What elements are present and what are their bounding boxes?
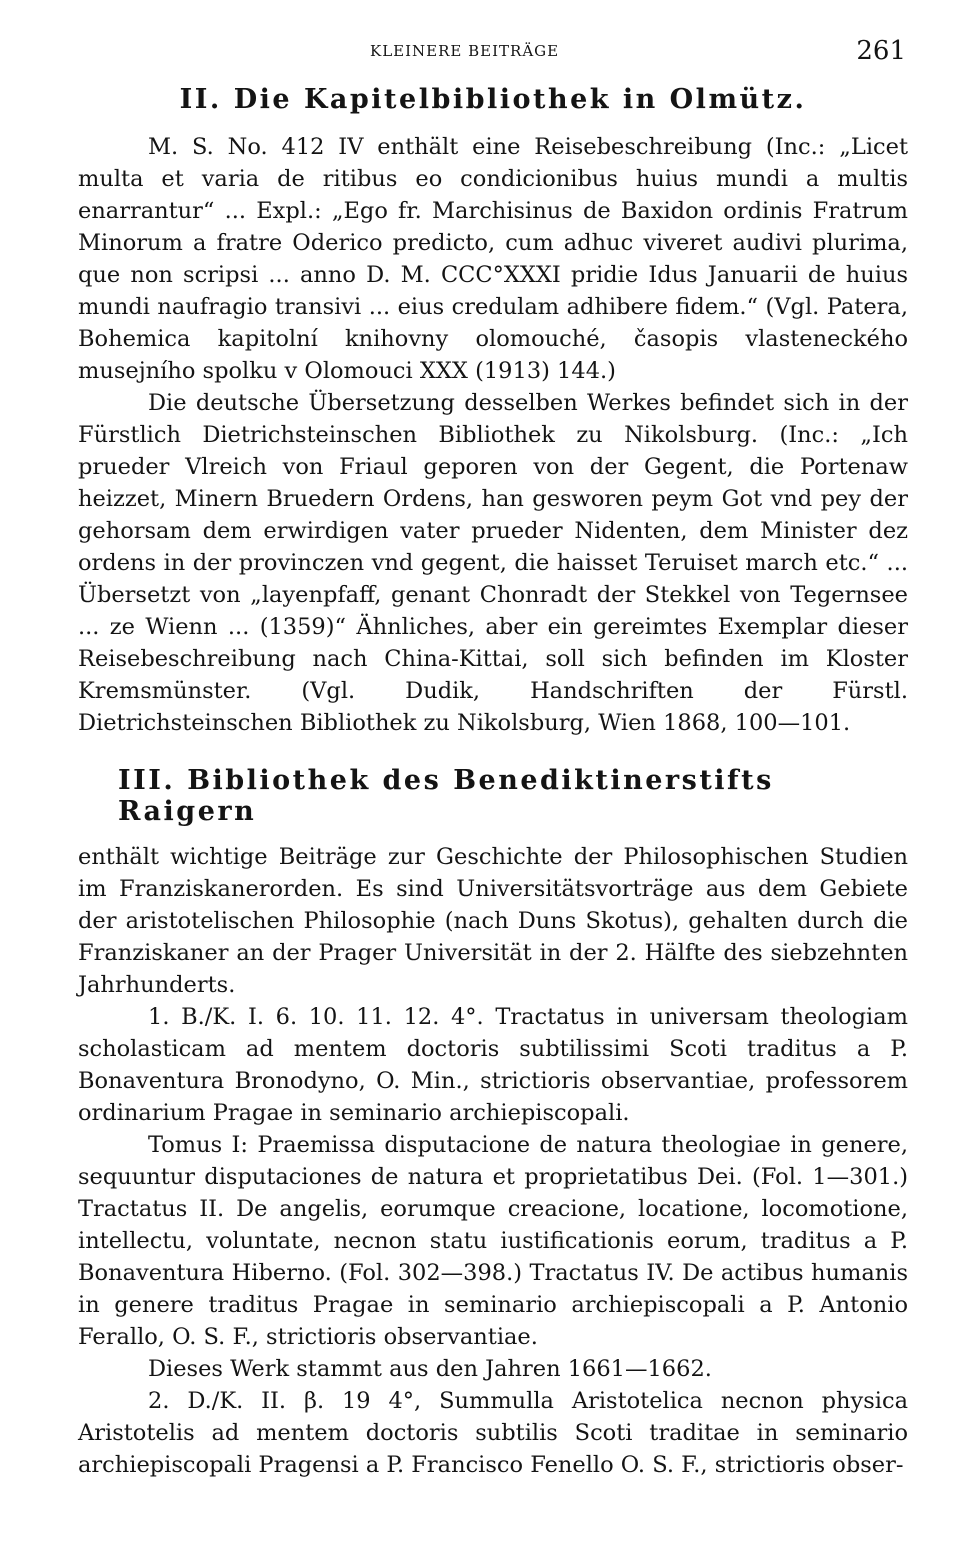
paragraph: enthält wichtige Beiträge zur Geschichte der Philosophischen Studien im Franziskanerorden. Es sind Universitätsvorträge aus dem Gebiete der aristotelischen Philosophie (nach Duns Skotus), gehalten durch die Franziskaner an der Prager Universität in der 2. Hälfte des siebzehnten Jahrhunderts. [78, 844, 908, 998]
paragraph: Tomus I: Praemissa disputacione de natura theologiae in genere, sequuntur disputaciones de natura et proprietatibus Dei. (Fol. 1—301.) Tractatus II. De angelis, eorumque creacione, locatione, locomotione, intellectu, voluntate, necnon statu iustificationis eorum, traditus a P. Bonaventura Hiberno. (Fol. 302—398.) Tractatus IV. De actibus humanis in genere traditus Pragae in seminario archiepiscopali a P. Antonio Ferallo, O. S. F., strictioris observantiae. [78, 1132, 908, 1350]
page-number: 261 [856, 36, 906, 66]
paragraph: 1. B./K. I. 6. 10. 11. 12. 4°. Tractatus in universam theologiam scholasticam ad mentem doctoris subtilissimi Scoti traditus a P. Bonaventura Bronodyno, O. Min., strictioris observantiae, professorem ordinarium Pragae in seminario archiepiscopali. [78, 1004, 908, 1126]
running-head [78, 36, 908, 84]
section-heading-3: III. Bibliothek des Benediktinerstifts Raigern [118, 765, 774, 827]
section-heading-2: II. Die Kapitelbibliothek in Olmütz. [179, 84, 807, 115]
paragraph: 2. D./K. II. β. 19 4°, Summulla Aristotelica necnon physica Aristotelis ad mentem doctoris subtilis Scoti traditae in seminario archiepiscopali Pragensi a P. Francisco Fenello O. S. F., strictioris obser- [78, 1388, 908, 1478]
paragraph: M. S. No. 412 IV enthält eine Reisebeschreibung (Inc.: „Licet multa et varia de ritibus eo condicionibus huius mundi a multis enarrantur“ ... Expl.: „Ego fr. Marchisinus de Baxidon ordinis Fratrum Minorum a fratre Oderico predicto, cum adhuc viveret audivi plurima, que non scripsi ... anno D. M. CCC°XXXI pridie Idus Januarii de huius mundi naufragio transivi ... eius credulam adhibere fidem.“ (Vgl. Patera, Bohemica kapitolní knihovny olomouché, časopis vlasteneckého musejního spolku v Olomouci XXX (1913) 144.) [78, 134, 908, 384]
paragraph: Die deutsche Übersetzung desselben Werkes befindet sich in der Fürstlich Dietrichsteinschen Bibliothek zu Nikolsburg. (Inc.: „Ich prueder Vlreich von Friaul geporen von der Gegent, die Portenaw heizzet, Minern Bruedern Ordens, han gesworen peym Got vnd pey der gehorsam dem erwirdigen vater prueder Nidenten, dem Minister dez ordens in der provinczen vnd gegent, die haisset Teruiset march etc.“ ... Übersetzt von „layenpfaff, genant Chonradt der Stekkel von Tegernsee ... ze Wienn ... (1359)“ Ähnliches, aber ein gereimtes Exemplar dieser Reisebeschreibung nach China-Kittai, soll sich befinden im Kloster Kremsmünster. (Vgl. Dudik, Handschriften der Fürstl. Dietrichsteinschen Bibliothek zu Nikolsburg, Wien 1868, 100—101. [78, 390, 908, 736]
paragraph: Dieses Werk stammt aus den Jahren 1661—1662. [148, 1356, 712, 1382]
running-title: KLEINERE BEITRÄGE [370, 42, 560, 60]
